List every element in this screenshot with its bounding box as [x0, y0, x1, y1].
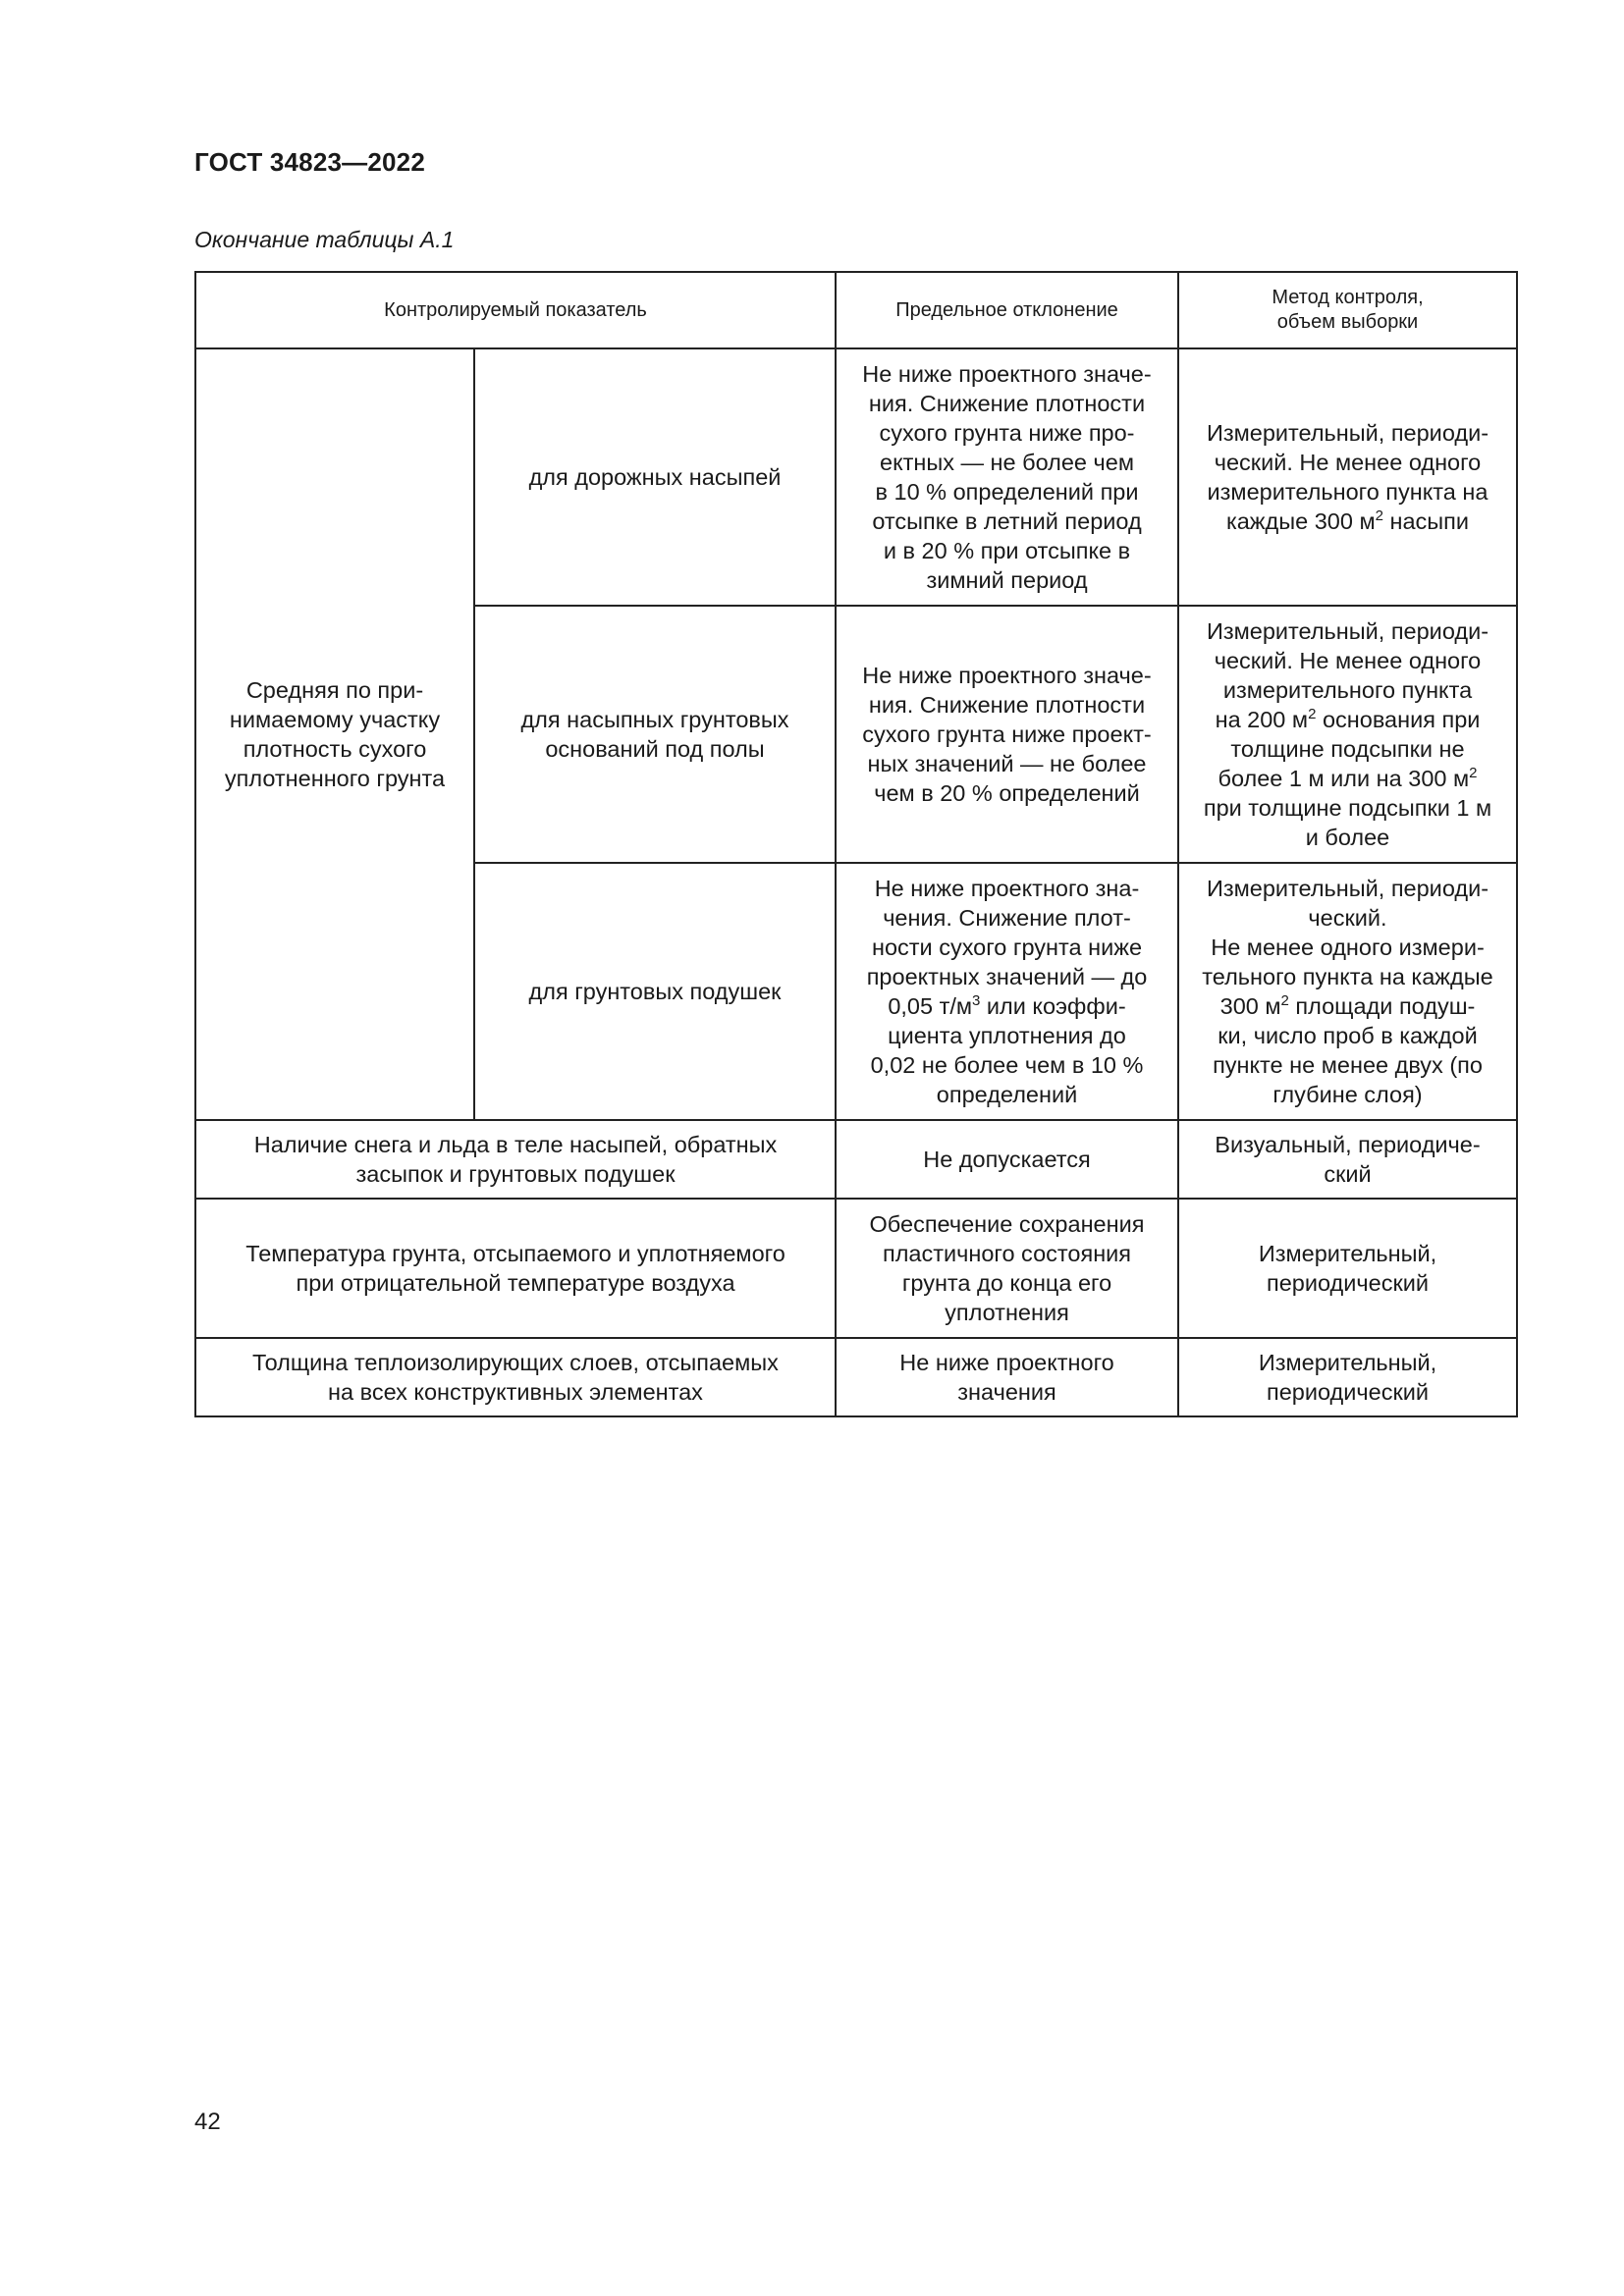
column-header-method: Метод контроля, объем выборки — [1178, 272, 1517, 348]
method-text: Измерительный, периоди- ческий. Не менее одного измерительного пункта на 200 м — [1206, 618, 1489, 732]
method-cell — [1178, 863, 1517, 1120]
column-header-indicator: Контролируемый показатель — [195, 272, 836, 348]
deviation-cell: Не ниже проектного значе- ния. Снижение плотности сухого грунта ниже проект- ных значений — не более чем в 20 % определений — [836, 606, 1178, 863]
superscript: 2 — [1375, 507, 1383, 525]
table-row — [195, 348, 1517, 606]
subindicator-cell: для грунтовых подушек — [474, 863, 836, 1120]
method-text: при толщине подсыпки 1 м и более — [1203, 795, 1492, 850]
table-row — [195, 1338, 1517, 1416]
method-text: насыпи — [1382, 508, 1470, 534]
deviation-text: Не ниже проектного зна- чения. Снижение плот- ности сухого грунта ниже проектных значений — до 0,05 т/м — [866, 876, 1148, 1019]
deviation-text: или коэффи- циента уплотнения до 0,02 не более чем в 10 % определений — [870, 993, 1144, 1107]
method-cell: Визуальный, периодиче- ский — [1178, 1120, 1517, 1199]
document-id: ГОСТ 34823—2022 — [194, 147, 425, 177]
method-text: основания при толщине подсыпки не более 1 м или на 300 м — [1218, 707, 1481, 791]
table-header-row — [195, 272, 1517, 348]
deviation-cell: Обеспечение сохранения пластичного состояния грунта до конца его уплотнения — [836, 1199, 1178, 1338]
subindicator-cell: для насыпных грунтовых оснований под полы — [474, 606, 836, 863]
method-cell — [1178, 348, 1517, 606]
superscript: 2 — [1280, 992, 1289, 1010]
deviation-cell: Не ниже проектного значе- ния. Снижение плотности сухого грунта ниже про- ектных — не более чем в 10 % определений при отсыпке в летний период и в 20 % при отсыпке в зимний период — [836, 348, 1178, 606]
table-caption: Окончание таблицы А.1 — [194, 227, 455, 252]
page-number: 42 — [194, 2109, 221, 2135]
method-text: Измерительный, периоди- ческий. Не менее одного измери- тельного пункта на каждые 300 м — [1202, 876, 1493, 1019]
deviation-cell: Не допускается — [836, 1120, 1178, 1199]
indicator-cell: Толщина теплоизолирующих слоев, отсыпаемых на всех конструктивных элементах — [195, 1338, 836, 1416]
method-cell: Измерительный, периодический — [1178, 1338, 1517, 1416]
indicator-cell: Наличие снега и льда в теле насыпей, обратных засыпок и грунтовых подушек — [195, 1120, 836, 1199]
method-text: площади подуш- ки, число проб в каждой пункте не менее двух (по глубине слоя) — [1213, 993, 1483, 1107]
superscript: 3 — [972, 992, 981, 1010]
control-table — [194, 271, 1518, 1417]
deviation-cell — [836, 863, 1178, 1120]
group-indicator-cell: Средняя по при- нимаемому участку плотность сухого уплотненного грунта — [195, 348, 474, 1120]
superscript: 2 — [1469, 765, 1478, 782]
table-row — [195, 1120, 1517, 1199]
subindicator-cell: для дорожных насыпей — [474, 348, 836, 606]
method-cell: Измерительный, периодический — [1178, 1199, 1517, 1338]
deviation-cell: Не ниже проектного значения — [836, 1338, 1178, 1416]
superscript: 2 — [1308, 706, 1317, 723]
method-cell — [1178, 606, 1517, 863]
indicator-cell: Температура грунта, отсыпаемого и уплотняемого при отрицательной температуре воздуха — [195, 1199, 836, 1338]
method-text: Измерительный, периоди- ческий. Не менее одного измерительного пункта на каждые 300 м — [1206, 420, 1489, 534]
table-row — [195, 1199, 1517, 1338]
column-header-deviation: Предельное отклонение — [836, 272, 1178, 348]
